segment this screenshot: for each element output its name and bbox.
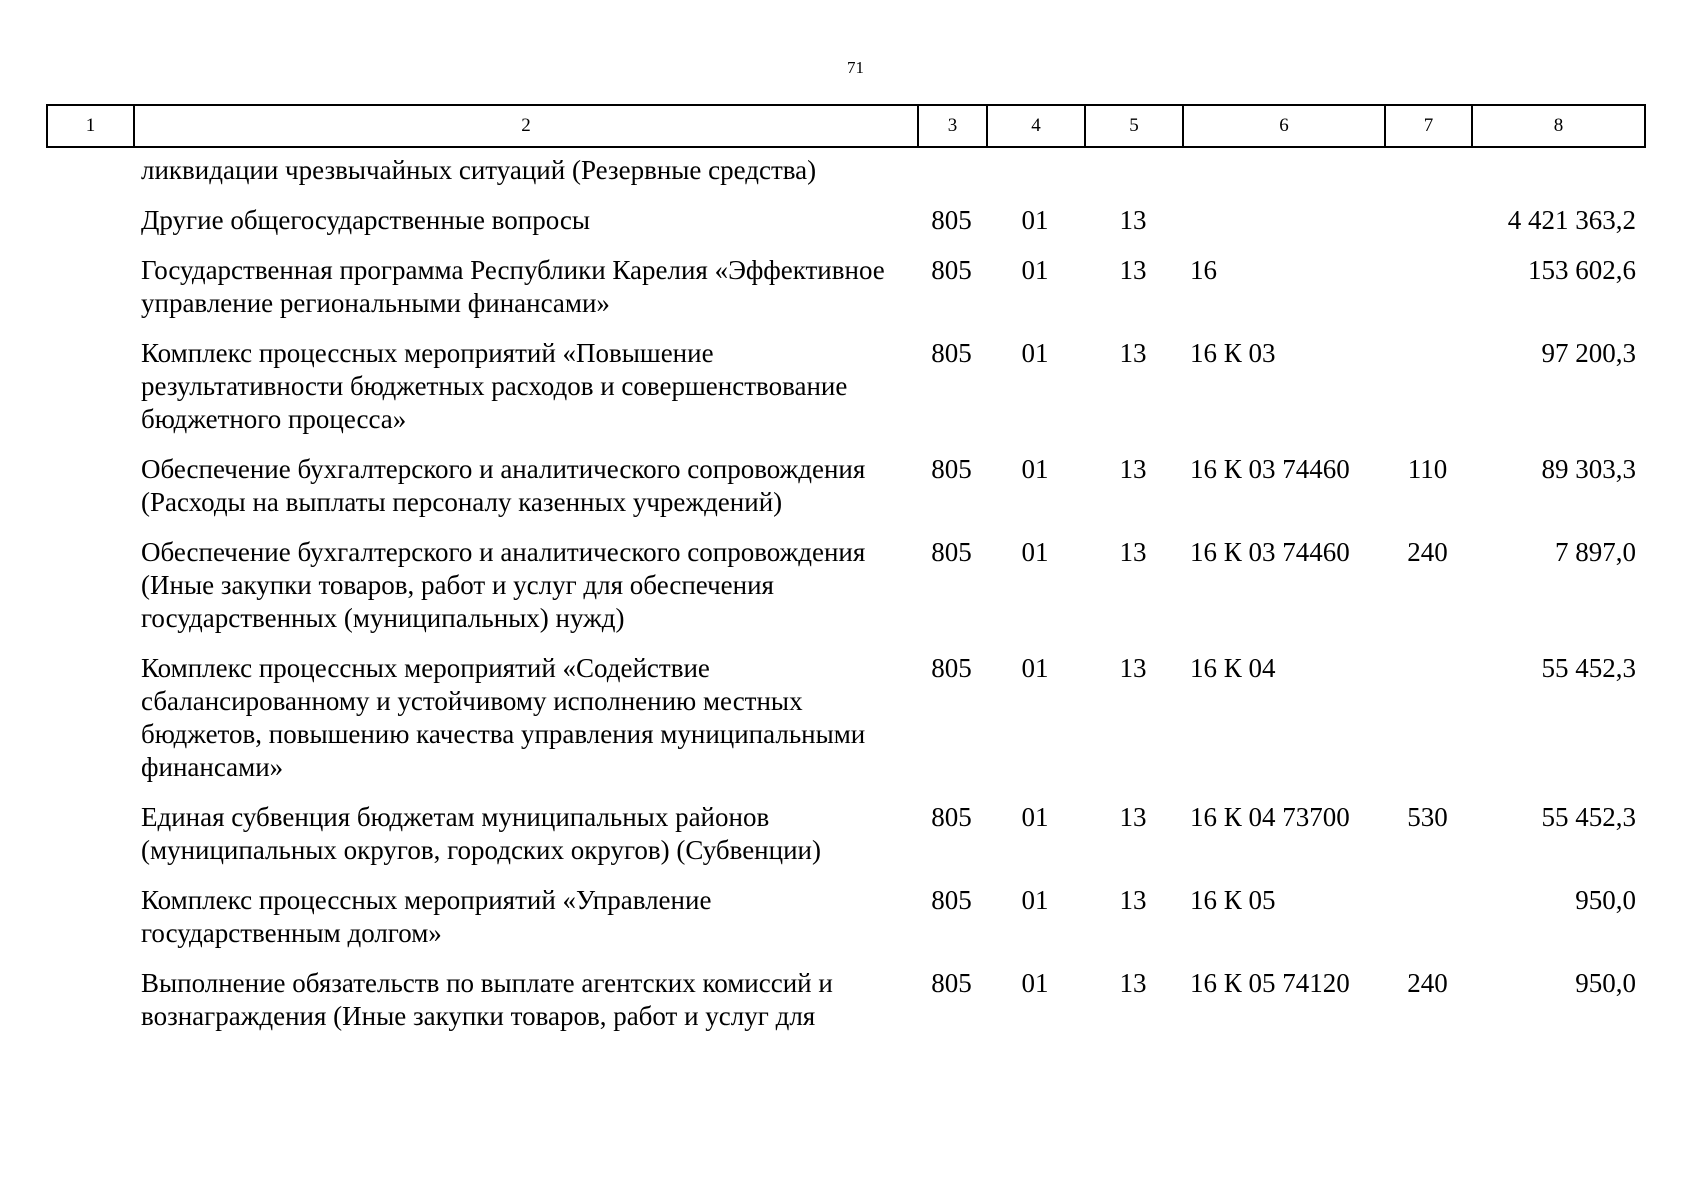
- subsection-code-cell: [1084, 148, 1182, 198]
- expense-name-cell: Выполнение обязательств по выплате агентских комиссий и вознаграждения (Иные закупки товаров, работ и услуг для: [141, 968, 833, 1031]
- expense-type-cell: 240: [1407, 968, 1448, 998]
- expense-type-cell: [1384, 148, 1471, 198]
- target-code-cell: [1182, 148, 1384, 198]
- target-code-cell: [1182, 198, 1384, 248]
- section-code-cell: 01: [1021, 205, 1049, 235]
- amount-cell: 55 452,3: [1541, 653, 1636, 683]
- target-code-cell: 16 К 04 73700: [1190, 802, 1350, 832]
- amount-cell: 7 897,0: [1555, 537, 1636, 567]
- expense-name-cell: Комплекс процессных мероприятий «Управление государственным долгом»: [141, 885, 712, 948]
- expense-type-cell: [1384, 198, 1471, 248]
- admin-code-cell: 805: [931, 255, 972, 285]
- section-code-cell: 01: [1021, 255, 1049, 285]
- target-code-cell: 16 К 03 74460: [1190, 537, 1350, 567]
- table-row: [46, 961, 1644, 1044]
- subsection-code-cell: 13: [1119, 454, 1147, 484]
- admin-code-cell: 805: [931, 968, 972, 998]
- header-col-7: 7: [1385, 105, 1472, 147]
- subsection-code-cell: 13: [1119, 205, 1147, 235]
- section-code-cell: 01: [1021, 802, 1049, 832]
- admin-code-cell: 805: [931, 802, 972, 832]
- expense-type-cell: 240: [1407, 537, 1448, 567]
- subsection-code-cell: 13: [1119, 885, 1147, 915]
- header-col-3: 3: [918, 105, 987, 147]
- admin-code-cell: 805: [931, 885, 972, 915]
- admin-code-cell: 805: [931, 653, 972, 683]
- table-row: [46, 795, 1644, 878]
- expense-name-cell: Комплекс процессных мероприятий «Содействие сбалансированному и устойчивому исполнению местных бюджетов, повышению качества управления муниципальными финансами»: [141, 653, 866, 782]
- budget-table: [46, 148, 1644, 1044]
- admin-code-cell: 805: [931, 338, 972, 368]
- subsection-code-cell: 13: [1119, 802, 1147, 832]
- table-row: [46, 248, 1644, 331]
- expense-name-cell: Государственная программа Республики Карелия «Эффективное управление региональными финансами»: [141, 255, 885, 318]
- header-col-6: 6: [1183, 105, 1385, 147]
- expense-name-cell: Другие общегосударственные вопросы: [141, 205, 590, 235]
- amount-cell: [1471, 148, 1644, 198]
- subsection-code-cell: 13: [1119, 653, 1147, 683]
- target-code-cell: 16 К 03 74460: [1190, 454, 1350, 484]
- section-code-cell: 01: [1021, 885, 1049, 915]
- expense-name-cell: ликвидации чрезвычайных ситуаций (Резервные средства): [141, 155, 817, 185]
- section-code-cell: 01: [1021, 653, 1049, 683]
- amount-cell: 153 602,6: [1528, 255, 1636, 285]
- expense-type-cell: 530: [1407, 802, 1448, 832]
- header-col-1: 1: [47, 105, 134, 147]
- header-col-8: 8: [1472, 105, 1645, 147]
- admin-code-cell: 805: [931, 205, 972, 235]
- expense-name-cell: Обеспечение бухгалтерского и аналитического сопровождения (Расходы на выплаты персоналу казенных учреждений): [141, 454, 866, 517]
- amount-cell: 55 452,3: [1541, 802, 1636, 832]
- admin-code-cell: 805: [931, 454, 972, 484]
- table-row: [46, 198, 1644, 248]
- subsection-code-cell: 13: [1119, 537, 1147, 567]
- column-number-header: [46, 104, 1646, 148]
- expense-type-cell: [1384, 331, 1471, 447]
- subsection-code-cell: 13: [1119, 338, 1147, 368]
- table-row: [46, 331, 1644, 447]
- section-code-cell: 01: [1021, 338, 1049, 368]
- admin-code-cell: [917, 148, 986, 198]
- table-row: [46, 447, 1644, 530]
- expense-name-cell: Обеспечение бухгалтерского и аналитического сопровождения (Иные закупки товаров, работ и услуг для обеспечения государственных (муниципальных) нужд): [141, 537, 866, 633]
- target-code-cell: 16 К 03: [1190, 338, 1276, 368]
- section-code-cell: [986, 148, 1084, 198]
- section-code-cell: 01: [1021, 454, 1049, 484]
- amount-cell: 89 303,3: [1541, 454, 1636, 484]
- expense-type-cell: [1384, 646, 1471, 795]
- expense-type-cell: [1384, 248, 1471, 331]
- table-row: [46, 878, 1644, 961]
- table-row: [46, 148, 1644, 198]
- amount-cell: 4 421 363,2: [1507, 205, 1636, 235]
- header-col-2: 2: [134, 105, 918, 147]
- section-code-cell: 01: [1021, 968, 1049, 998]
- amount-cell: 97 200,3: [1541, 338, 1636, 368]
- subsection-code-cell: 13: [1119, 255, 1147, 285]
- expense-type-cell: [1384, 878, 1471, 961]
- expense-name-cell: Единая субвенция бюджетам муниципальных районов (муниципальных округов, городских округов) (Субвенции): [141, 802, 821, 865]
- target-code-cell: 16 К 05 74120: [1190, 968, 1350, 998]
- target-code-cell: 16 К 05: [1190, 885, 1276, 915]
- amount-cell: 950,0: [1575, 968, 1636, 998]
- table-row: [46, 530, 1644, 646]
- table-row: [46, 646, 1644, 795]
- subsection-code-cell: 13: [1119, 968, 1147, 998]
- target-code-cell: 16 К 04: [1190, 653, 1276, 683]
- admin-code-cell: 805: [931, 537, 972, 567]
- target-code-cell: 16: [1190, 255, 1217, 285]
- amount-cell: 950,0: [1575, 885, 1636, 915]
- page-number: 71: [847, 58, 864, 77]
- header-col-4: 4: [987, 105, 1085, 147]
- expense-name-cell: Комплекс процессных мероприятий «Повышение результативности бюджетных расходов и совершенствование бюджетного процесса»: [141, 338, 848, 434]
- section-code-cell: 01: [1021, 537, 1049, 567]
- header-col-5: 5: [1085, 105, 1183, 147]
- expense-type-cell: 110: [1407, 454, 1448, 484]
